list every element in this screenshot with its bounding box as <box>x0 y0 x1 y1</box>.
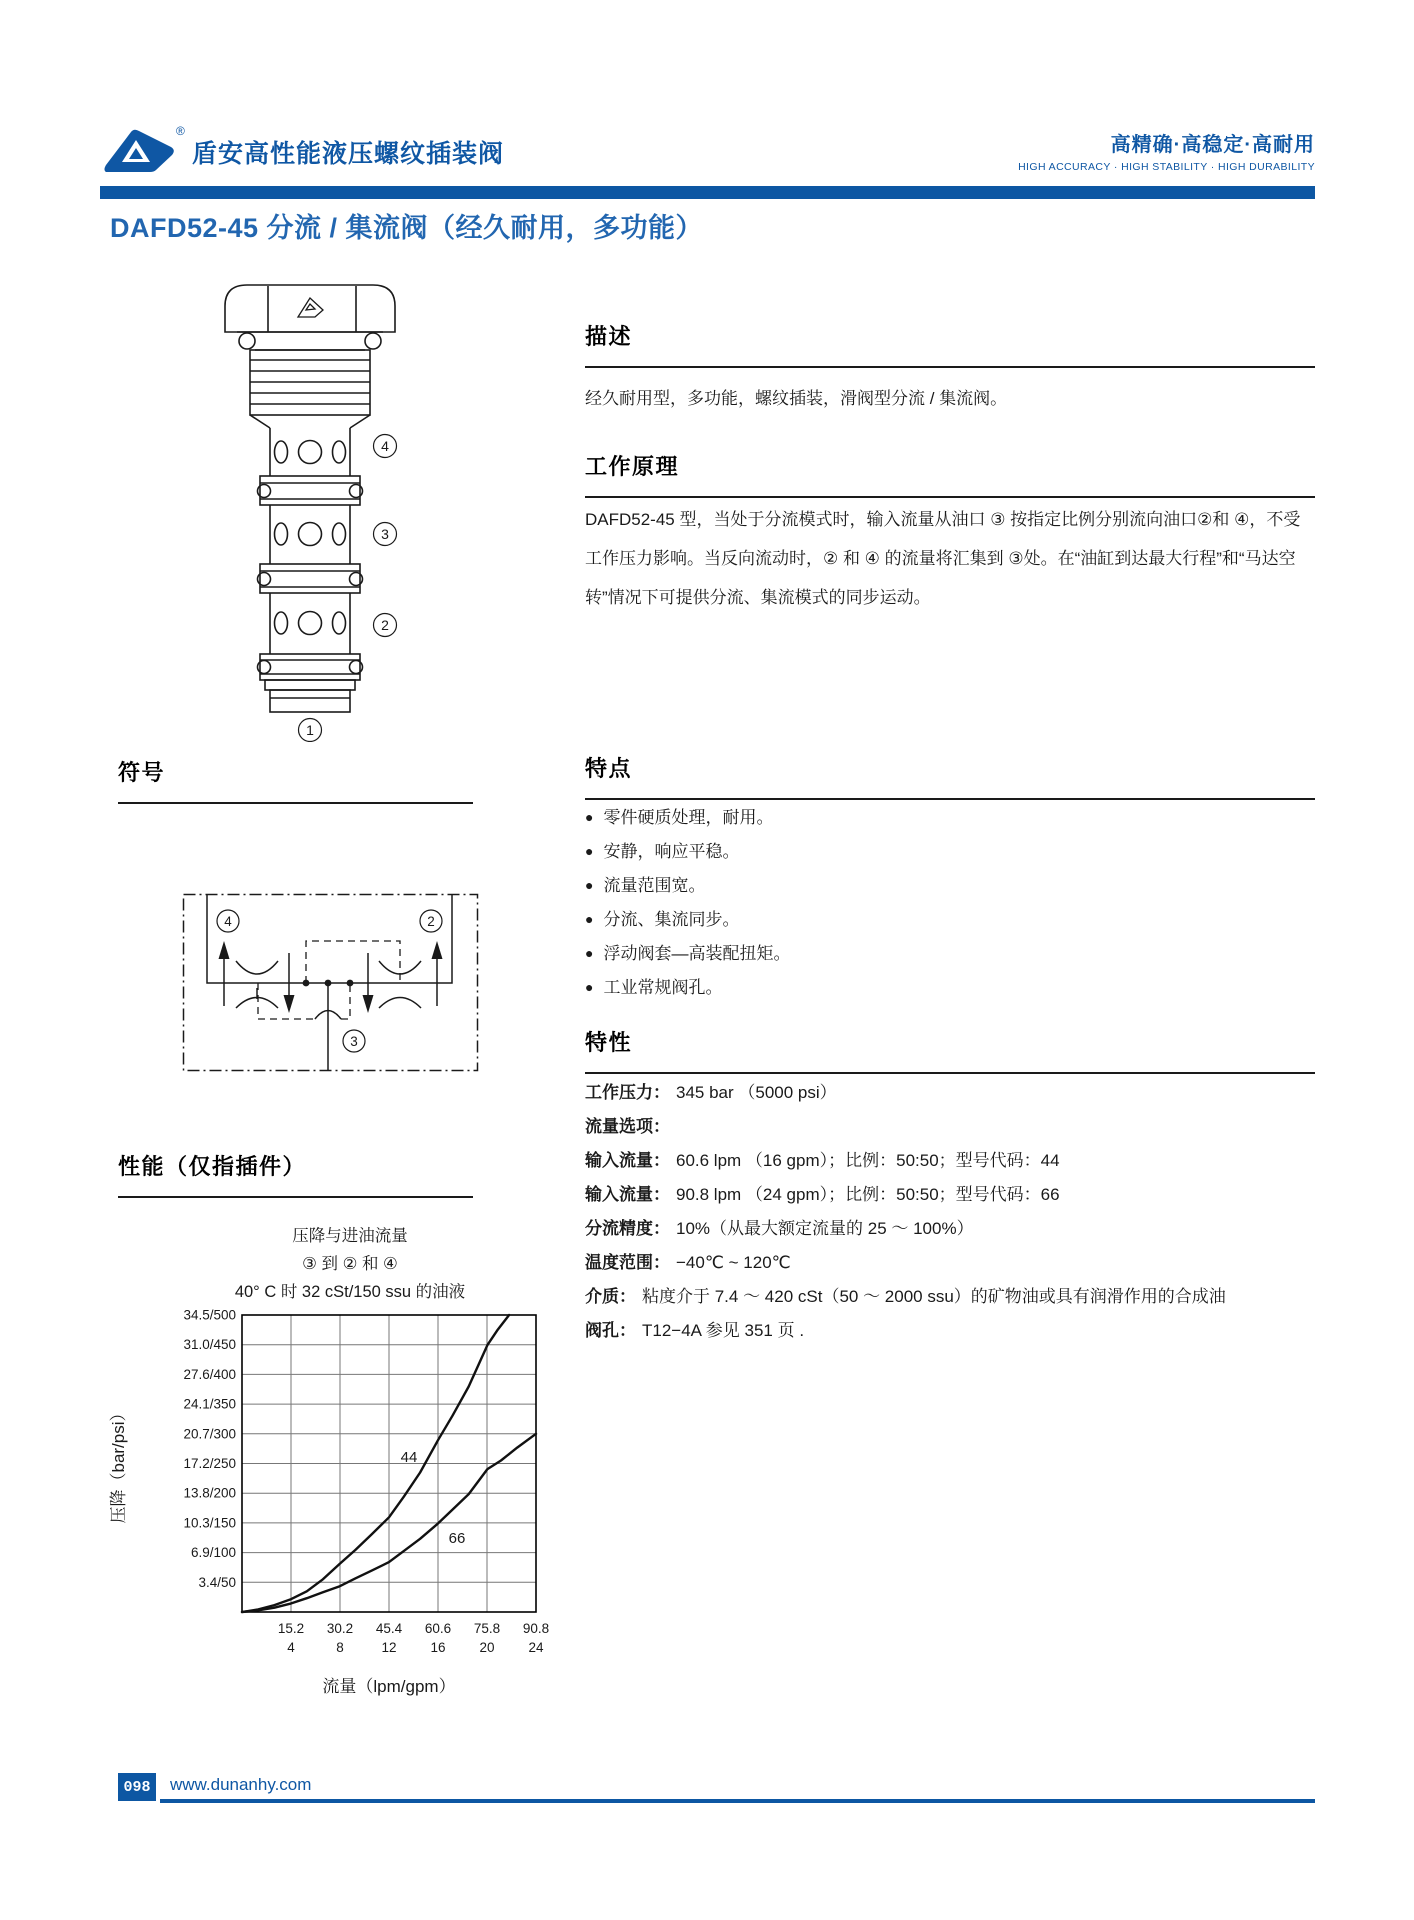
bullet-icon: ● <box>585 911 594 927</box>
svg-text:20: 20 <box>479 1640 495 1655</box>
principle-text: DAFD52-45 型，当处于分流模式时，输入流量从油口 ③ 按指定比例分别流向油口②和 ④，不受工作压力影响。当反向流动时，② 和 ④ 的流量将汇集到 ③处。在“油缸到达最大行程”和“马达空转”情况下可提供分流、集流模式的同步运动。 <box>585 510 1301 607</box>
feature-item: ● 流量范围宽。 <box>585 876 706 895</box>
chart-title-line2: ③ 到 ② 和 ④ <box>302 1255 398 1273</box>
feature-item: ● 零件硬质处理，耐用。 <box>585 808 774 827</box>
principle-section-heading: 工作原理 <box>585 450 1315 498</box>
svg-text:60.6: 60.6 <box>424 1621 452 1636</box>
feature-item: ● 工业常规阀孔。 <box>585 978 723 997</box>
svg-text:16: 16 <box>430 1640 446 1655</box>
svg-text:90.8: 90.8 <box>522 1621 550 1636</box>
page-title: DAFD52-45 分流 / 集流阀（经久耐用，多功能） <box>110 213 704 243</box>
svg-text:3.4/50: 3.4/50 <box>198 1574 236 1590</box>
chart-title-line3: 40° C 时 32 cSt/150 ssu 的油液 <box>234 1283 466 1301</box>
features-list <box>585 803 1315 1007</box>
svg-text:27.6/400: 27.6/400 <box>183 1366 236 1382</box>
spec-row: 输入流量： 90.8 lpm （24 gpm）；比例：50:50；型号代码：66 <box>585 1185 1060 1204</box>
spec-row: 介质： 粘度介于 7.4 ～ 420 cSt（50 ～ 2000 ssu）的矿物油或具有润滑作用的合成油 <box>585 1287 1226 1306</box>
brand-title: 盾安高性能液压螺纹插装阀 <box>192 140 505 168</box>
spec-row: 流量选项： <box>585 1117 670 1136</box>
svg-text:17.2/250: 17.2/250 <box>183 1456 236 1471</box>
footer-divider-line <box>160 1799 1315 1803</box>
symbol-section-heading: 符号 <box>118 756 473 804</box>
spec-row: 输入流量： 60.6 lpm （16 gpm）；比例：50:50；型号代码：44 <box>585 1151 1060 1170</box>
specs-list <box>585 1076 1315 1348</box>
bullet-icon: ● <box>585 809 594 825</box>
curve-label-66: 66 <box>448 1530 466 1547</box>
features-section-heading: 特点 <box>585 752 1315 800</box>
feature-item: ● 安静，响应平稳。 <box>585 842 740 861</box>
symbol-port-2: 2 <box>427 914 435 929</box>
slogan-cn: 高精确·高稳定·高耐用 <box>1110 134 1315 156</box>
description-section-heading: 描述 <box>585 320 1315 368</box>
x-axis-tick-labels <box>278 1621 549 1655</box>
bullet-icon: ● <box>585 843 594 859</box>
hex-logo-icon <box>298 298 323 317</box>
website-link[interactable]: www.dunanhy.com <box>170 1775 312 1794</box>
port-label-4: 4 <box>381 438 389 454</box>
bullet-icon: ● <box>585 877 594 893</box>
symbol-port-4: 4 <box>224 914 232 929</box>
pressure-drop-chart <box>100 1300 560 1720</box>
chart-title-line1: 压降与进油流量 <box>292 1227 408 1245</box>
svg-text:15.2: 15.2 <box>277 1621 305 1636</box>
chart-title-block <box>140 1222 560 1306</box>
bullet-icon: ● <box>585 945 594 961</box>
y-axis-tick-labels <box>183 1308 236 1590</box>
feature-item: ● 浮动阀套—高装配扭矩。 <box>585 944 791 963</box>
svg-text:24: 24 <box>528 1640 544 1655</box>
spec-row: 温度范围： −40℃ ~ 120℃ <box>585 1253 791 1272</box>
port-label-1: 1 <box>306 722 314 738</box>
svg-text:24.1/350: 24.1/350 <box>183 1396 236 1412</box>
svg-text:6.9/100: 6.9/100 <box>190 1545 236 1561</box>
spec-row: 分流精度： 10%（从最大额定流量的 25 ～ 100%） <box>585 1219 974 1238</box>
svg-text:4: 4 <box>287 1640 295 1655</box>
page-number-badge: 098 <box>118 1773 156 1801</box>
specs-section-heading: 特性 <box>585 1026 1315 1074</box>
svg-text:8: 8 <box>336 1640 344 1655</box>
svg-text:75.8: 75.8 <box>473 1621 501 1636</box>
curve-label-44: 44 <box>400 1449 418 1466</box>
symbol-port-3: 3 <box>350 1034 358 1049</box>
svg-text:12: 12 <box>381 1640 397 1655</box>
svg-text:45.4: 45.4 <box>375 1621 403 1636</box>
bullet-icon: ● <box>585 979 594 995</box>
spec-row: 阀孔： T12−4A 参见 351 页 . <box>585 1321 805 1340</box>
svg-text:10.3/150: 10.3/150 <box>183 1515 236 1531</box>
feature-item: ● 分流、集流同步。 <box>585 910 740 929</box>
registered-mark: ® <box>176 124 185 138</box>
header-divider-bar <box>100 186 1315 199</box>
port-label-2: 2 <box>381 617 389 633</box>
performance-section-heading: 性能（仅指插件） <box>118 1150 473 1198</box>
spec-row: 工作压力： 345 bar （5000 psi） <box>585 1083 837 1102</box>
x-axis-label: 流量（lpm/gpm） <box>322 1677 456 1696</box>
description-text: 经久耐用型，多功能，螺纹插装，滑阀型分流 / 集流阀。 <box>585 389 1008 408</box>
svg-text:30.2: 30.2 <box>326 1621 354 1636</box>
svg-text:13.8/200: 13.8/200 <box>183 1485 236 1501</box>
y-axis-label: 压降（bar/psi） <box>109 1404 128 1524</box>
svg-text:20.7/300: 20.7/300 <box>183 1426 236 1442</box>
hydraulic-symbol-figure <box>182 893 479 1073</box>
header-slogan <box>1018 128 1315 173</box>
svg-text:34.5/500: 34.5/500 <box>183 1307 236 1323</box>
svg-text:31.0/450: 31.0/450 <box>183 1337 236 1353</box>
port-label-3: 3 <box>381 526 389 542</box>
valve-cartridge-figure <box>165 262 455 742</box>
slogan-en: HIGH ACCURACY · HIGH STABILITY · HIGH DURABILITY <box>1018 161 1315 173</box>
dunan-logo-icon <box>98 126 178 176</box>
